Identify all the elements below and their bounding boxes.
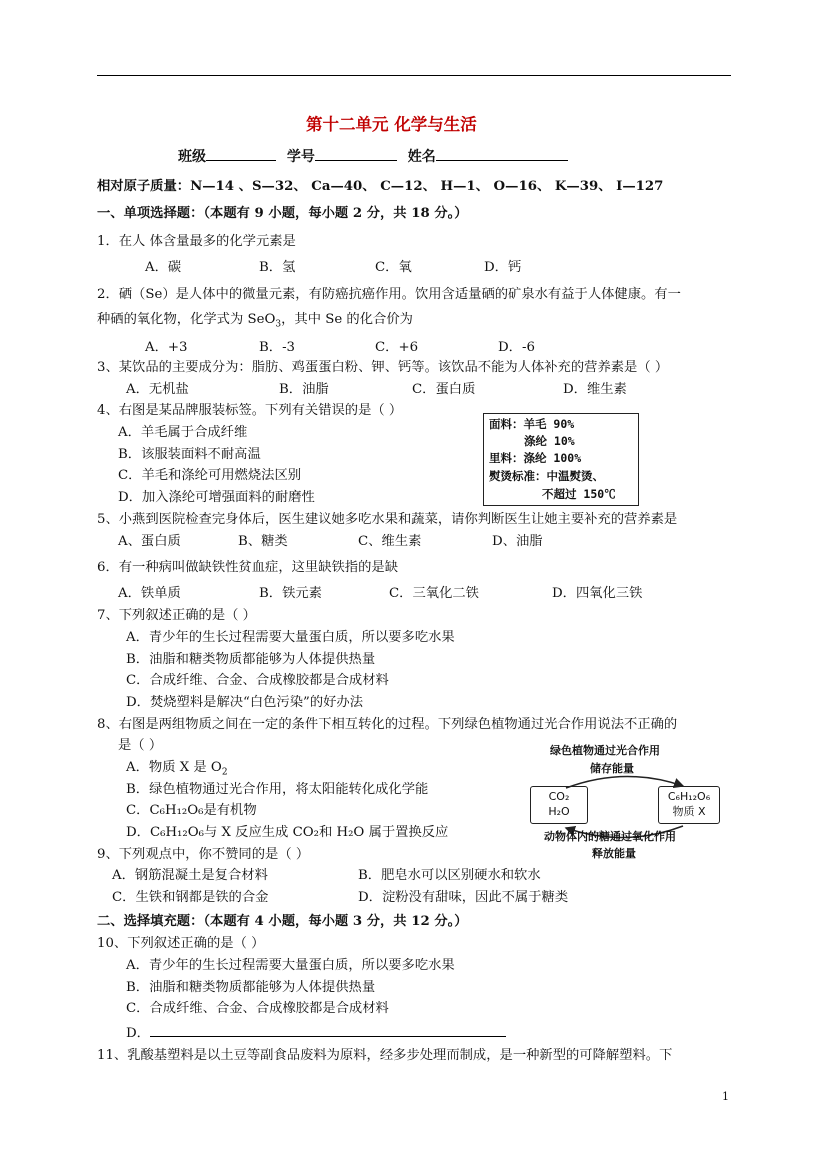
garment-label-line1: 面料：羊毛 90% (489, 417, 575, 431)
q4-option-c: C．羊毛和涤纶可用燃烧法区别 (118, 468, 302, 483)
q7-stem: 7、下列叙述正确的是（ ） (97, 608, 256, 623)
section-2-heading: 二、选择填充题：（本题有 4 小题，每小题 3 分，共 12 分。） (97, 914, 468, 929)
q2-option-d: D．-6 (498, 340, 535, 355)
garment-label-line3: 里料：涤纶 100% (489, 451, 582, 465)
q7-option-d: D．焚烧塑料是解决“白色污染”的好办法 (126, 695, 364, 710)
q1-stem: 1．在人 体含量最多的化学元素是 (97, 234, 296, 249)
student-info-row (178, 146, 568, 166)
q9-stem: 9、下列观点中，你不赞同的是（ ） (97, 847, 310, 862)
q4-option-a: A．羊毛属于合成纤维 (118, 425, 248, 440)
q4-option-d: D．加入涤纶可增强面料的耐磨性 (118, 490, 315, 505)
q5-option-a: A、蛋白质 (118, 534, 181, 549)
q9-option-c: C．生铁和钢都是铁的合金 (112, 890, 269, 905)
q7-option-c: C．合成纤维、合金、合成橡胶都是合成材料 (126, 673, 389, 688)
q3-option-a: A．无机盐 (126, 382, 189, 397)
q1-option-d: D．钙 (484, 260, 522, 275)
q8-option-c: C．C₆H₁₂O₆是有机物 (126, 803, 257, 818)
q1-option-c: C．氧 (375, 260, 412, 275)
q4-option-b: B．该服装面料不耐高温 (118, 447, 261, 462)
header-rule (97, 75, 731, 76)
q6-option-d: D．四氧化三铁 (552, 586, 643, 601)
q2-stem-line1: 2．硒（Se）是人体中的微量元素，有防癌抗癌作用。饮用含适量硒的矿泉水有益于人体健康。有一 (97, 287, 681, 302)
q7-option-b: B．油脂和糖类物质都能够为人体提供热量 (126, 652, 376, 667)
q2-option-a: A．+3 (145, 340, 188, 355)
garment-label-line2: 涤纶 10% (524, 434, 575, 448)
q6-option-b: B．铁元素 (259, 586, 322, 601)
product-glucose: C₆H₁₂O₆ (667, 790, 711, 803)
q7-option-a: A．青少年的生长过程需要大量蛋白质，所以要多吃水果 (126, 630, 455, 645)
class-label: 班级 (178, 149, 206, 165)
photosynthesis-diagram (530, 742, 720, 860)
student-id-label: 学号 (286, 149, 315, 165)
garment-label-image (483, 413, 639, 506)
q5-option-d: D、油脂 (492, 534, 543, 549)
q6-option-a: A．铁单质 (118, 586, 181, 601)
q6-stem: 6．有一种病叫做缺铁性贫血症，这里缺铁指的是缺 (97, 560, 398, 575)
diagram-top-line1: 绿色植物通过光合作用 (550, 744, 660, 757)
q8-option-d: D．C₆H₁₂O₆与 X 反应生成 CO₂和 H₂O 属于置换反应 (126, 825, 449, 840)
student-id-blank[interactable] (315, 146, 397, 161)
q8-option-b: B．绿色植物通过光合作用，将太阳能转化成化学能 (126, 782, 429, 797)
q11-stem: 11、乳酸基塑料是以土豆等副食品废料为原料，经多步处理而制成，是一种新型的可降解塑料。下 (97, 1048, 673, 1063)
garment-label-line4: 熨烫标准：中温熨烫、 (489, 469, 604, 483)
section-1-heading: 一、单项选择题：（本题有 9 小题，每小题 2 分，共 18 分。） (97, 206, 468, 221)
q10-answer-blank[interactable] (150, 1022, 506, 1037)
class-blank[interactable] (206, 146, 276, 161)
q6-option-c: C．三氧化二铁 (389, 586, 479, 601)
q9-option-b: B．肥皂水可以区别硬水和软水 (358, 868, 541, 883)
q3-stem: 3、某饮品的主要成分为：脂肪、鸡蛋蛋白粉、钾、钙等。该饮品不能为人体补充的营养素是（ ） (97, 360, 669, 375)
q10-stem: 10、下列叙述正确的是（ ） (97, 936, 265, 951)
atomic-masses: 相对原子质量：N—14 、S—32、 Ca—40、 C—12、 H—1、 O—16、 K—39、 I—127 (97, 179, 664, 194)
q1-option-a: A．碳 (145, 260, 182, 275)
q2-option-b: B．-3 (259, 340, 296, 355)
product-x: 物质 X (672, 805, 706, 818)
diagram-top-line2: 储存能量 (590, 762, 634, 775)
q8-stem-line1: 8、右图是两组物质之间在一定的条件下相互转化的过程。下列绿色植物通过光合作用说法不正确的 (97, 717, 678, 732)
q2-stem-line2: 种硒的氧化物，化学式为 SeO$_3$，其中 Se 的化合价为 (97, 312, 413, 330)
page-title: 第十二单元 化学与生活 (306, 115, 477, 134)
q8-option-a: A．物质 X 是 $O_2$ (126, 760, 228, 778)
q5-stem: 5、小燕到医院检查完身体后，医生建议她多吃水果和蔬菜，请你判断医生让她主要补充的营养素是 (97, 512, 678, 527)
q3-option-c: C．蛋白质 (412, 382, 476, 397)
q4-stem: 4、右图是某品牌服装标签。下列有关错误的是（ ） (97, 403, 403, 418)
q2-option-c: C．+6 (375, 340, 419, 355)
reactant-box (530, 786, 588, 824)
q10-option-a: A．青少年的生长过程需要大量蛋白质，所以要多吃水果 (126, 958, 455, 973)
q1-option-b: B．氢 (259, 260, 296, 275)
q9-option-a: A．钢筋混凝土是复合材料 (112, 868, 268, 883)
q10-option-c: C．合成纤维、合金、合成橡胶都是合成材料 (126, 1001, 389, 1016)
garment-label-line5: 不超过 150℃ (542, 487, 616, 501)
reactant-co2: CO₂ (548, 790, 570, 803)
q10-option-d: D． (126, 1022, 506, 1043)
q9-option-d: D．淀粉没有甜味，因此不属于糖类 (358, 890, 569, 905)
q5-option-c: C、维生素 (358, 534, 422, 549)
q3-option-b: B．油脂 (279, 382, 329, 397)
q3-option-d: D．维生素 (563, 382, 627, 397)
reactant-h2o: H₂O (548, 805, 570, 818)
name-blank[interactable] (436, 146, 568, 161)
diagram-bottom-line2: 释放能量 (592, 847, 636, 860)
q5-option-b: B、糖类 (238, 534, 288, 549)
q10-option-b: B．油脂和糖类物质都能够为人体提供热量 (126, 980, 376, 995)
product-box (658, 786, 720, 824)
q8-stem-line2: 是（ ） (118, 738, 163, 753)
name-label: 姓名 (407, 149, 436, 165)
page-number: 1 (722, 1090, 729, 1103)
diagram-bottom-line1: 动物体内的糖通过氧化作用 (544, 830, 676, 843)
